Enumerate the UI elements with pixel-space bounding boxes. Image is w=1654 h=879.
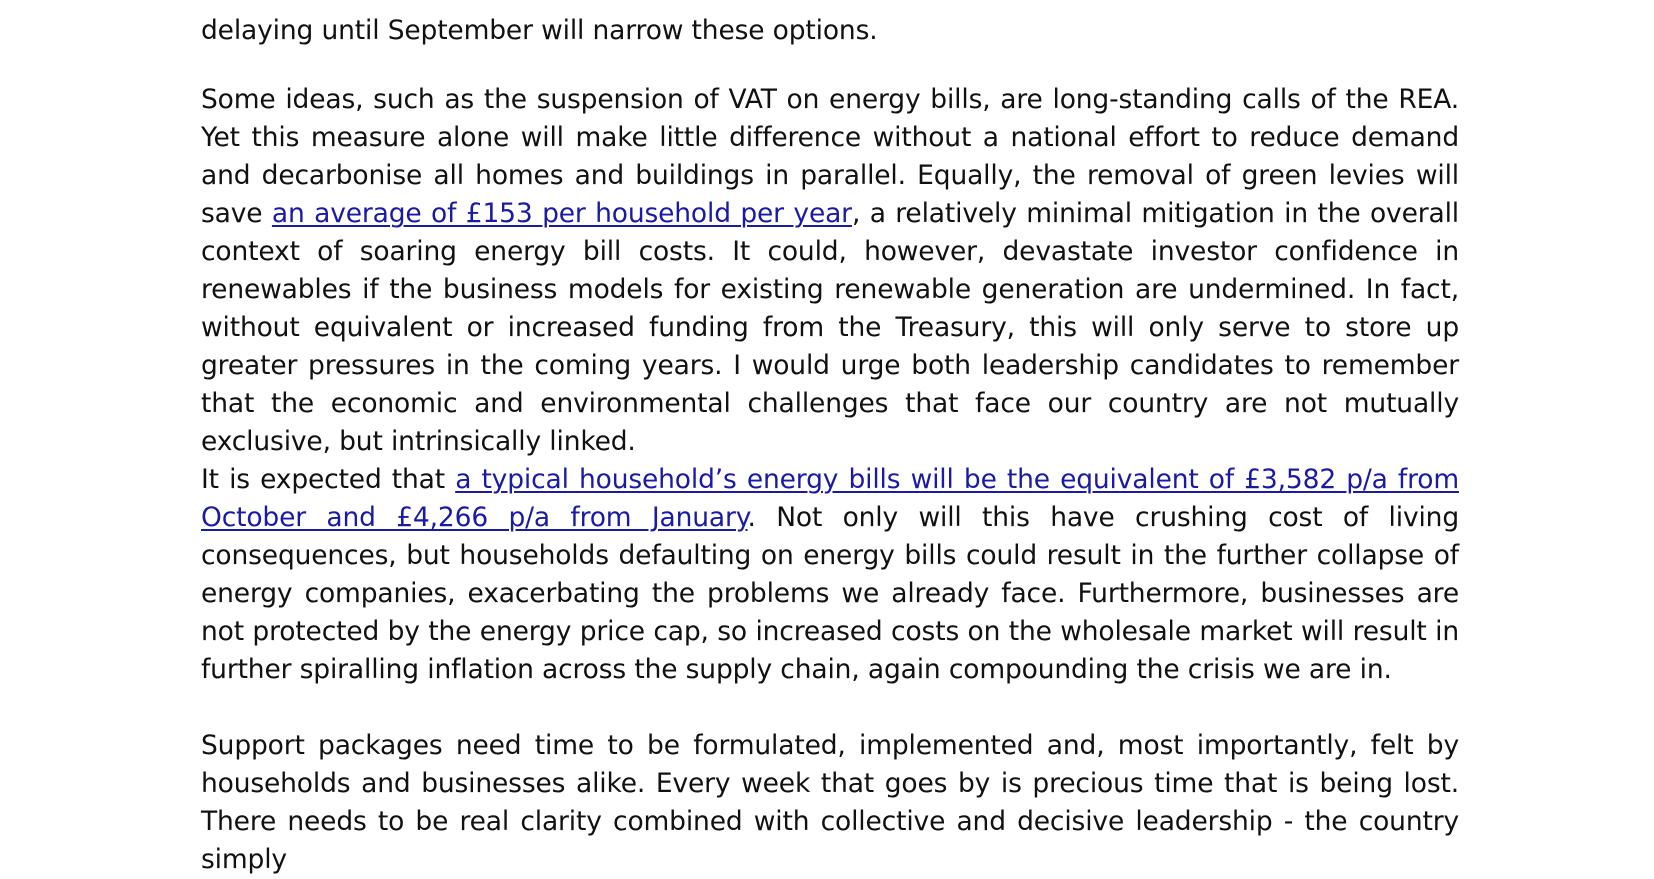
paragraph-vat-green-levies-text xyxy=(201,81,1459,461)
paragraph-fragment-top xyxy=(201,0,1459,50)
paragraph-text-before-link: Some ideas, such as the suspension of VAT on energy bills, are long-standing calls of the REA. Yet this measure alone will make little difference without a national effort to reduce demand and decarbonise all homes and buildings in parallel. Equally, the removal of green levies will save xyxy=(201,84,1459,229)
paragraph-vat-green-levies xyxy=(201,81,1459,461)
paragraph-text-after-link: . Not only will this have crushing cost of living consequences, but households defaulting on energy bills could result in the further collapse of energy companies, exacerbating the problems we already face. Furthermore, businesses are not protected by the energy price cap, so increased costs on the wholesale market will result in further spiralling inflation across the supply chain, again compounding the crisis we are in. xyxy=(201,502,1460,685)
paragraph-support-packages xyxy=(201,727,1459,879)
paragraph-fragment-text xyxy=(201,0,1459,50)
fragment-line: delaying until September will narrow these options. xyxy=(201,15,878,46)
paragraph-support-packages-text: Support packages need time to be formulated, implemented and, most importantly, felt by households and businesses alike. Every week that goes by is precious time that is being lost. There needs to be real clarity combined with collective and decisive leadership - the country simply xyxy=(201,730,1459,875)
paragraph-text-after-link: , a relatively minimal mitigation in the overall context of soaring energy bill costs. It could, however, devastate investor confidence in renewables if the business models for existing renewable generation are undermined. In fact, without equivalent or increased funding from the Treasury, this will only serve to store up greater pressures in the coming years. I would urge both leadership candidates to remember that the economic and environmental challenges that face our country are not mutually exclusive, but intrinsically linked. xyxy=(201,198,1459,457)
paragraph-text-before-link: It is expected that xyxy=(201,464,456,495)
energy-bills-link[interactable]: a typical household’s energy bills will be the equivalent of £3,582 p/a from October and £4,266 p/a from January xyxy=(201,464,1459,533)
green-levies-link[interactable]: an average of £153 per household per year xyxy=(271,198,852,229)
paragraph-energy-bills-text xyxy=(201,461,1459,689)
paragraph-energy-bills xyxy=(201,461,1459,689)
